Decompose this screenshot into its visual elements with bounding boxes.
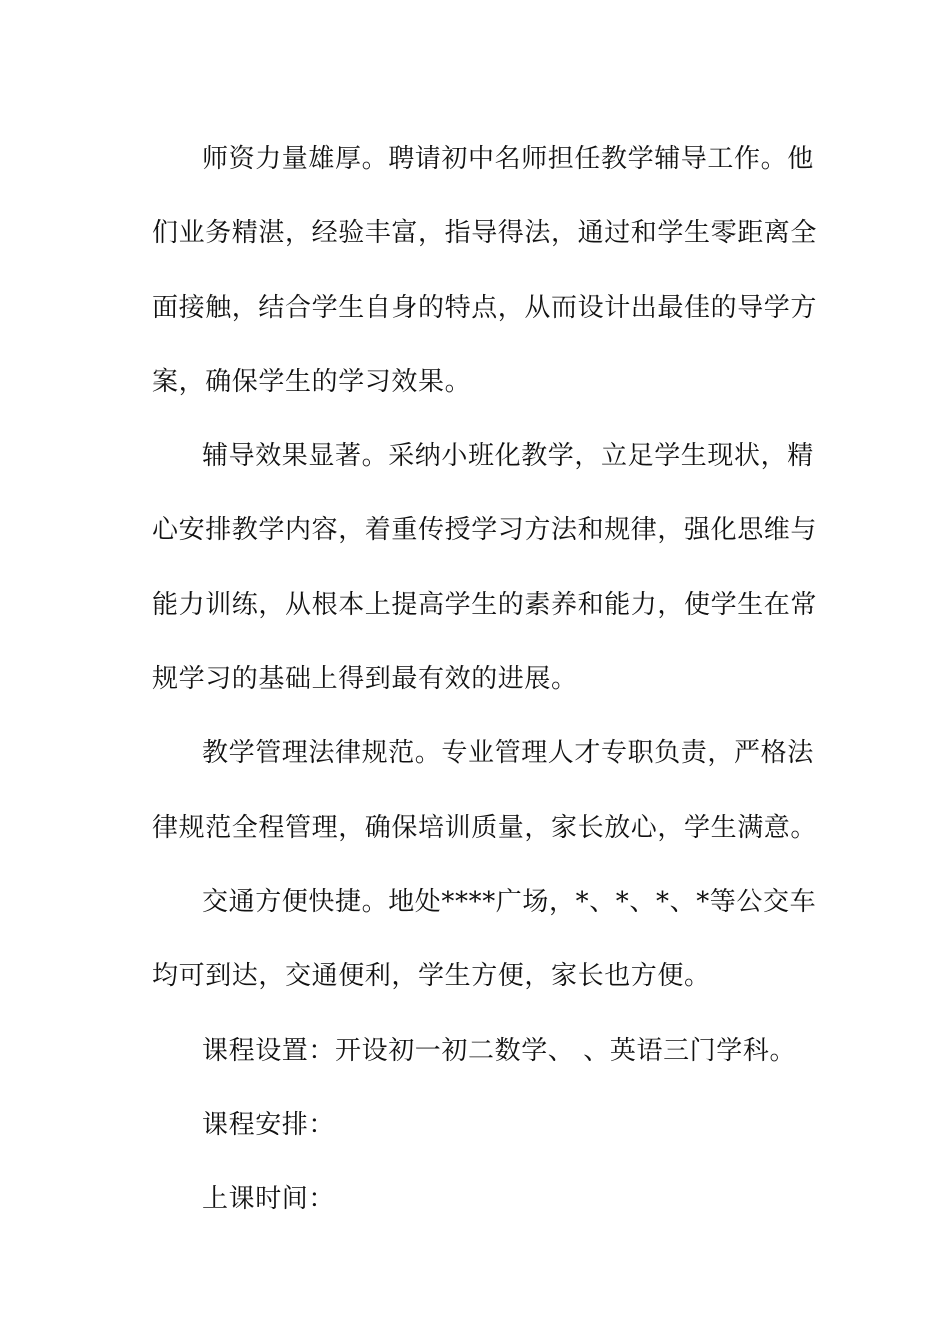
text-line: 上课时间： bbox=[202, 1184, 336, 1215]
text-line: 们业务精湛，经验丰富，指导得法，通过和学生零距离全 bbox=[152, 218, 818, 249]
text-line: 辅导效果显著。采纳小班化教学，立足学生现状，精 bbox=[202, 441, 814, 472]
text-line: 面接触，结合学生自身的特点，从而设计出最佳的导学方 bbox=[152, 292, 818, 323]
text-line: 师资力量雄厚。聘请初中名师担任教学辅导工作。他 bbox=[202, 144, 814, 174]
paragraph-management bbox=[152, 716, 818, 865]
text-line: 规学习的基础上得到最有效的进展。 bbox=[152, 664, 578, 695]
text-line: 案，确保学生的学习效果。 bbox=[152, 366, 472, 397]
text-line: 课程设置：开设初一初二数学、 、英语三门学科。 bbox=[202, 1035, 797, 1066]
paragraph-teachers bbox=[152, 122, 818, 419]
paragraph-results bbox=[152, 419, 818, 716]
paragraph-class-time bbox=[152, 1162, 792, 1236]
text-line: 均可到达，交通便利，学生方便，家长也方便。 bbox=[152, 961, 711, 992]
text-line: 能力训练，从根本上提高学生的素养和能力，使学生在常 bbox=[152, 589, 818, 620]
text-line: 律规范全程管理，确保培训质量，家长放心，学生满意。 bbox=[152, 812, 818, 843]
paragraph-transport bbox=[152, 865, 817, 1014]
text-line: 课程安排： bbox=[202, 1109, 336, 1140]
text-line: 心安排教学内容，着重传授学习方法和规律，强化思维与 bbox=[152, 515, 818, 546]
paragraph-course-setup bbox=[152, 1014, 797, 1088]
text-line: 交通方便快捷。地处****广场，*、*、*、*等公交车 bbox=[202, 886, 817, 917]
text-line: 教学管理法律规范。专业管理人才专职负责，严格法 bbox=[202, 738, 814, 769]
paragraph-course-schedule bbox=[152, 1088, 792, 1162]
document-body bbox=[152, 122, 818, 1236]
